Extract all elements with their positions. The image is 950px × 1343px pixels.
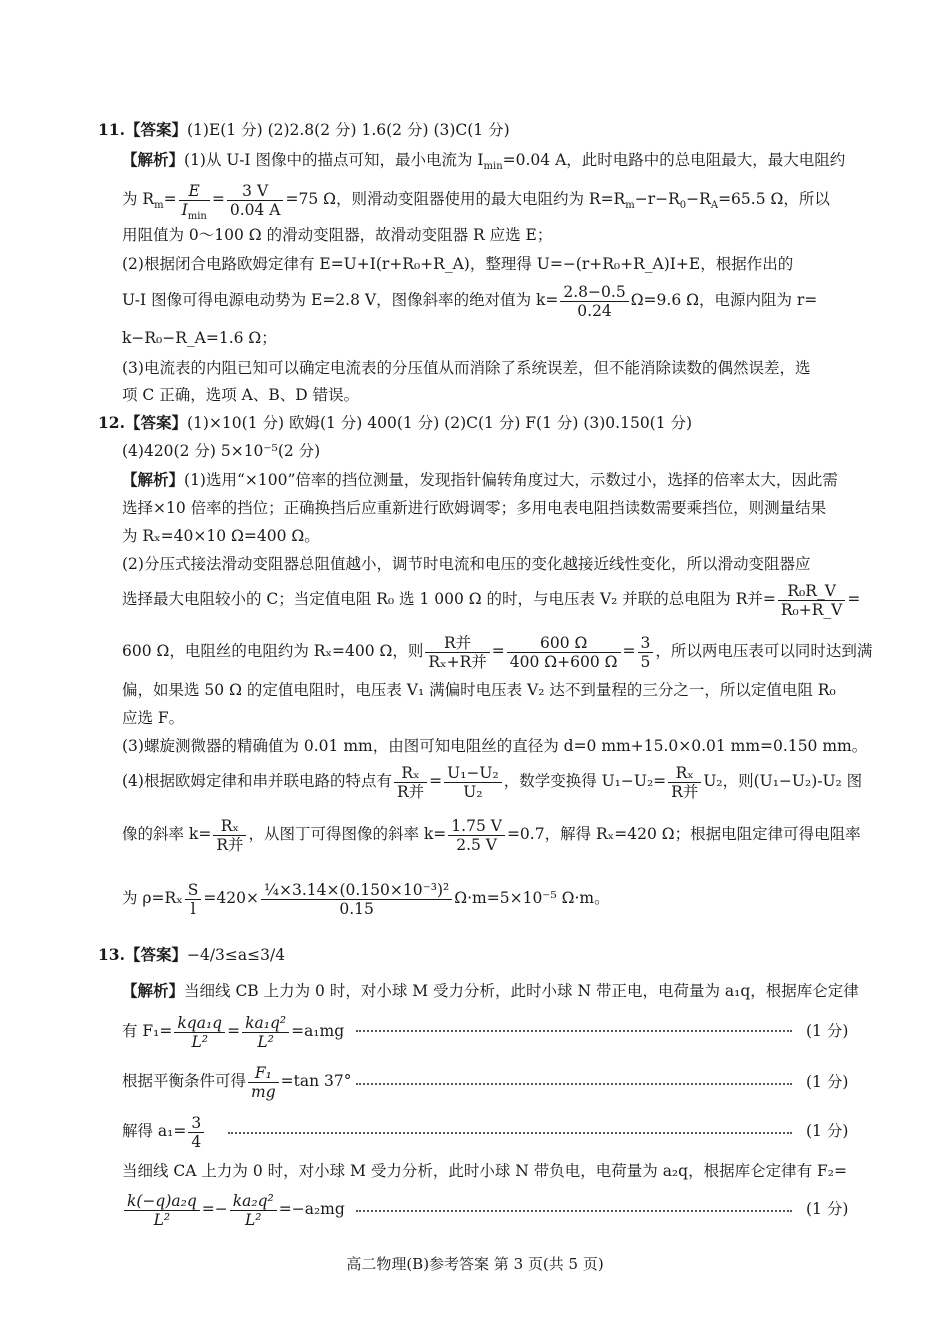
q11-analysis-line-4: (2)根据闭合电路欧姆定律有 E=U+I(r+R₀+R_A)，整理得 U=−(r+R₀+R_A)I+E，根据作出的 xyxy=(122,255,794,273)
fraction: $\frac{\text{U₁−U₂}}{\text{U₂}}$ xyxy=(444,764,502,801)
q13-analysis-line-4: 解得 a₁= $\frac{3}{4}$ xyxy=(122,1112,206,1151)
dot-leader xyxy=(228,1132,792,1134)
page-footer: 高二物理(B)参考答案 第 3 页(共 5 页) xyxy=(346,1255,604,1273)
q13-answer: −4/3≤a≤3/4 xyxy=(186,946,286,964)
fraction: Rₓ R并 xyxy=(213,817,246,854)
score-mark: (1 分) xyxy=(806,1122,849,1140)
fraction: $\frac{600 \Omega}{400 \Omega+600 \Omega}$ xyxy=(507,634,621,671)
fraction: $\frac{2.8-0.5}{0.24}$ xyxy=(560,283,628,320)
fraction: $\frac{3 V}{0.04 A}$ xyxy=(227,182,284,219)
fraction: $\frac{\text{k(−q)a₂q}}{\text{L²}}$ xyxy=(124,1192,200,1229)
score-mark: (1 分) xyxy=(806,1200,849,1218)
q12-analysis-line-6: 600 Ω，电阻丝的电阻约为 Rₓ=400 Ω，则 R并 Rₓ+R并 = $\frac{600 \Omega}{400 \Omega+600 \Omega}$ = $\frac{3}{5}$ ，所以两电压表可以同时达到满 xyxy=(122,633,873,671)
fraction: R并 Rₓ+R并 xyxy=(425,634,489,671)
score-mark: (1 分) xyxy=(806,1022,849,1040)
fraction: $\frac{3}{5}$ xyxy=(638,634,654,671)
fraction: E $I_{min}$ xyxy=(179,182,210,219)
fraction: Rₓ R并 xyxy=(394,764,427,801)
fraction: $\frac{\text{F₁}}{mg}$ xyxy=(248,1064,279,1101)
q13-analysis-line-6: $\frac{\text{k(−q)a₂q}}{\text{L²}}$ =− $\frac{\text{ka₂q²}}{\text{L²}}$ =−a₂mg xyxy=(122,1190,345,1229)
fraction: $\frac{\text{¼×3.14×(0.150×10⁻³)²}}{0.15}$ xyxy=(261,881,452,918)
fraction: $\frac{S}{l}$ xyxy=(185,881,202,918)
q11-analysis-line-7: (3)电流表的内阻已知可以确定电流表的分压值从而消除了系统误差，但不能消除读数的偶然误差，选 xyxy=(122,359,811,377)
dot-leader xyxy=(356,1210,792,1212)
fraction: $\frac{\text{ka₁q²}}{\text{L²}}$ xyxy=(242,1014,289,1051)
q11-answer: (1)E(1 分) (2)2.8(2 分) 1.6(2 分) (3)C(1 分) xyxy=(186,121,510,139)
fraction: $\frac{\text{R₀R\_V}}{\text{R₀+R\_V}}$ xyxy=(778,582,846,619)
q11-answer-tag: 【答案】 xyxy=(124,120,187,139)
q13-analysis-line-1: 【解析】当细线 CB 上力为 0 时，对小球 M 受力分析，此时小球 N 带正电，电荷量为 a₁q，根据库仑定律 xyxy=(122,981,859,1000)
q13-analysis-line-3: 根据平衡条件可得 $\frac{\text{F₁}}{mg}$ =tan 37° xyxy=(122,1063,352,1101)
score-mark: (1 分) xyxy=(806,1073,849,1091)
fraction: $\frac{1.75 V}{2.5 V}$ xyxy=(448,817,505,854)
q12-analysis-line-9: (3)螺旋测微器的精确值为 0.01 mm，由图可知电阻丝的直径为 d=0 mm+15.0×0.01 mm=0.150 mm。 xyxy=(122,737,868,755)
q11-analysis-line-1: 【解析】(1)从 U-I 图像中的描点可知，最小电流为 $I_{min}=0.04$ A，此时电路中的总电阻最大，最大电阻约 xyxy=(122,150,846,173)
q13-analysis-line-2: 有 F₁= kqa₁q L² = $\frac{\text{ka₁q²}}{\text{L²}}$ =a₁mg xyxy=(122,1013,345,1051)
q11-analysis-line-3: 用阻值为 0～100 Ω 的滑动变阻器，故滑动变阻器 R 应选 E； xyxy=(122,226,553,244)
q12-analysis-line-3: 为 Rₓ=40×10 Ω=400 Ω。 xyxy=(122,527,320,545)
q12-analysis-line-8: 应选 F。 xyxy=(122,709,185,727)
q12-analysis-line-10: (4)根据欧姆定律和串并联电路的特点有 Rₓ R并 = $\frac{\text{U₁−U₂}}{\text{U₂}}$ ，数学变换得 U₁−U₂= Rₓ R并 U₂，则(U₁−U₂)-U₂ 图 xyxy=(122,763,863,801)
q11-analysis-tag: 【解析】 xyxy=(122,150,185,169)
q12-number: 12. xyxy=(98,413,125,432)
q12-analysis-tag: 【解析】 xyxy=(122,470,185,489)
q12-analysis-line-4: (2)分压式接法滑动变阻器总阻值越小，调节时电流和电压的变化越接近线性变化，所以滑动变阻器应 xyxy=(122,555,811,573)
q11-analysis-line-2: 为 $R_m=$ E $I_{min}$ = $\frac{3 V}{0.04 A}$ =75 Ω，则滑动变阻器使用的最大电阻约为 $R=R_m-r-R_0-R_A=65.5$ Ω，所以 xyxy=(122,181,830,222)
fraction: kqa₁q L² xyxy=(174,1014,225,1051)
q12-analysis-line-1: 【解析】(1)选用“×100”倍率的挡位测量，发现指针偏转角度过大，示数过小，选择的倍率太大，因此需 xyxy=(122,470,838,489)
q13-analysis-tag: 【解析】 xyxy=(122,981,185,1000)
q13-answer-tag: 【答案】 xyxy=(124,945,187,964)
q12-analysis-line-7: 偏，如果选 50 Ω 的定值电阻时，电压表 V₁ 满偏时电压表 V₂ 达不到量程的三分之一，所以定值电阻 R₀ xyxy=(122,681,836,699)
q13-answer-line xyxy=(98,944,285,966)
q13-number: 13. xyxy=(98,945,125,964)
fraction: Rₓ R并 xyxy=(668,764,701,801)
dot-leader xyxy=(356,1030,792,1032)
q12-answer-line-2: (4)420(2 分) 5×10⁻⁵(2 分) xyxy=(122,442,321,460)
q11-analysis-line-5: U-I 图像可得电源电动势为 E=2.8 V，图像斜率的绝对值为 k= $\frac{2.8-0.5}{0.24}$ Ω=9.6 Ω，电源内阻为 r= xyxy=(122,282,818,320)
q12-answer-tag: 【答案】 xyxy=(124,413,187,432)
fraction: $\frac{\text{ka₂q²}}{\text{L²}}$ xyxy=(230,1192,277,1229)
q12-analysis-line-5: 选择最大电阻较小的 C；当定值电阻 R₀ 选 1 000 Ω 的时，与电压表 V₂ 并联的总电阻为 R并= $\frac{\text{R₀R\_V}}{\text{R₀+R\_V}}$ = xyxy=(122,581,861,619)
q11-analysis-line-8: 项 C 正确，选项 A、B、D 错误。 xyxy=(122,386,360,404)
q12-analysis-line-11: 像的斜率 k= Rₓ R并 ，从图丁可得图像的斜率 k= $\frac{1.75 V}{2.5 V}$ =0.7，解得 Rₓ=420 Ω；根据电阻定律可得电阻率 xyxy=(122,816,861,854)
q11-answer-line xyxy=(98,119,510,141)
fraction: $\frac{3}{4}$ xyxy=(188,1114,204,1151)
q13-analysis-line-5: 当细线 CA 上力为 0 时，对小球 M 受力分析，此时小球 N 带负电，电荷量为 a₂q，根据库仑定律有 F₂= xyxy=(122,1162,847,1180)
dot-leader xyxy=(356,1083,792,1085)
q12-answer-line-1: 12.【答案】(1)×10(1 分) 欧姆(1 分) 400(1 分) (2)C(1 分) F(1 分) (3)0.150(1 分) xyxy=(98,413,693,432)
q12-analysis-line-12: 为 ρ=Rₓ $\frac{S}{l}$ =420× $\frac{\text{¼×3.14×(0.150×10⁻³)²}}{0.15}$ Ω·m=5×10⁻⁵ Ω·m。 xyxy=(122,880,610,918)
q12-analysis-line-2: 选择×10 倍率的挡位；正确换挡后应重新进行欧姆调零；多用电表电阻挡读数需要乘挡位，则测量结果 xyxy=(122,499,827,517)
q11-analysis-line-6: k−R₀−R_A=1.6 Ω； xyxy=(122,329,277,347)
q11-number: 11. xyxy=(98,120,125,139)
